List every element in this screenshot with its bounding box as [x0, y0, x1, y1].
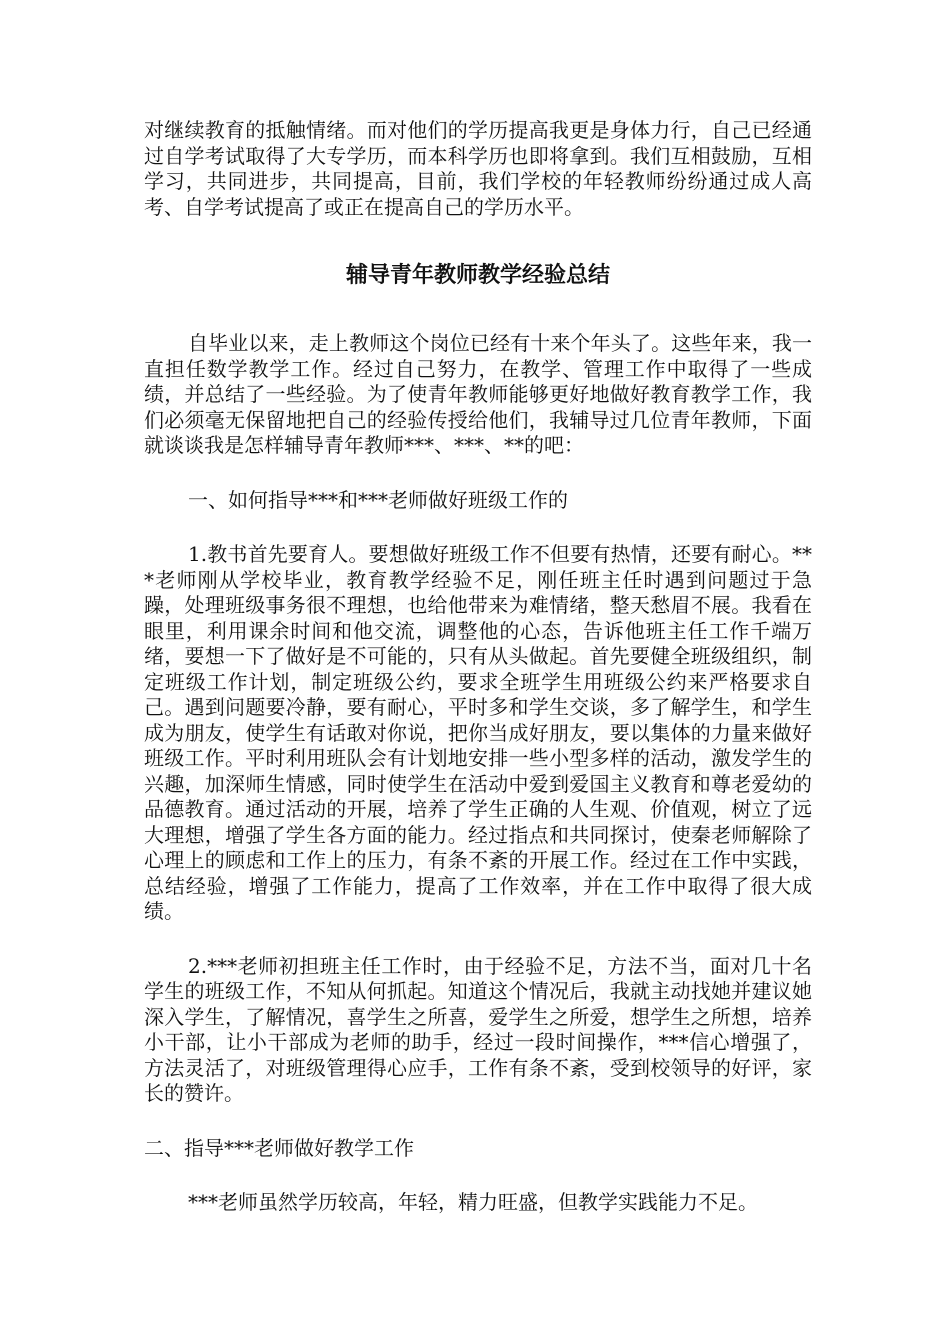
section-heading-two: 二、指导***老师做好教学工作: [144, 1135, 414, 1160]
document-page: [144, 118, 812, 1216]
intro-paragraph: 对继续教育的抵触情绪。而对他们的学历提高我更是身体力行，自己已经通过自学考试取得了大专学历，而本科学历也即将拿到。我们互相鼓励，互相学习，共同进步，共同提高，目前，我们学校的年轻教师纷纷通过成人高考、自学考试提高了或正在提高自己的学历水平。: [144, 118, 812, 219]
paragraph-opening: 自毕业以来，走上教师这个岗位已经有十来个年头了。这些年来，我一直担任数学教学工作。经过自己努力，在教学、管理工作中取得了一些成绩，并总结了一些经验。为了使青年教师能够更好地做好教育教学工作，我们必须毫无保留地把自己的经验传授给他们，我辅导过几位青年教师，下面就谈谈我是怎样辅导青年教师***、***、**的吧：: [144, 331, 812, 457]
document-title: 辅导青年教师教学经验总结: [345, 263, 610, 288]
paragraph-point-two: 2.***老师初担班主任工作时，由于经验不足，方法不当，面对几十名学生的班级工作，不知从何抓起。知道这个情况后，我就主动找她并建议她深入学生，了解情况，喜学生之所喜，爱学生之所爱，想学生之所想，培养小干部，让小干部成为老师的助手，经过一段时间操作，***信心增强了，方法灵活了，对班级管理得心应手，工作有条不紊，受到校领导的好评，家长的赞许。: [144, 953, 812, 1105]
paragraph-point-one: 1.教书首先要育人。要想做好班级工作不但要有热情，还要有耐心。***老师刚从学校毕业，教育教学经验不足，刚任班主任时遇到问题过于急躁，处理班级事务很不理想，也给他带来为难情绪，整天愁眉不展。我看在眼里，利用课余时间和他交流，调整他的心态，告诉他班主任工作千端万绪，要想一下了做好是不可能的，只有从头做起。首先要健全班级组织，制定班级工作计划，制定班级公约，要求全班学生用班级公约来严格要求自己。遇到问题要冷静，要有耐心，平时多和学生交谈，多了解学生，和学生成为朋友，使学生有话敢对你说，把你当成好朋友，要以集体的力量来做好班级工作。平时利用班队会有计划地安排一些小型多样的活动，激发学生的兴趣，加深师生情感，同时使学生在活动中爱到爱国主义教育和尊老爱幼的品德教育。通过活动的开展，培养了学生正确的人生观、价值观，树立了远大理想，增强了学生各方面的能力。经过指点和共同探讨，使秦老师解除了心理上的顾虑和工作上的压力，有条不紊的开展工作。经过在工作中实践，总结经验，增强了工作能力，提高了工作效率，并在工作中取得了很大成绩。: [144, 542, 812, 923]
paragraph-section-two: ***老师虽然学历较高，年轻，精力旺盛，但教学实践能力不足。: [188, 1190, 758, 1214]
section-heading-one: 一、如何指导***和***老师做好班级工作的: [188, 487, 568, 512]
